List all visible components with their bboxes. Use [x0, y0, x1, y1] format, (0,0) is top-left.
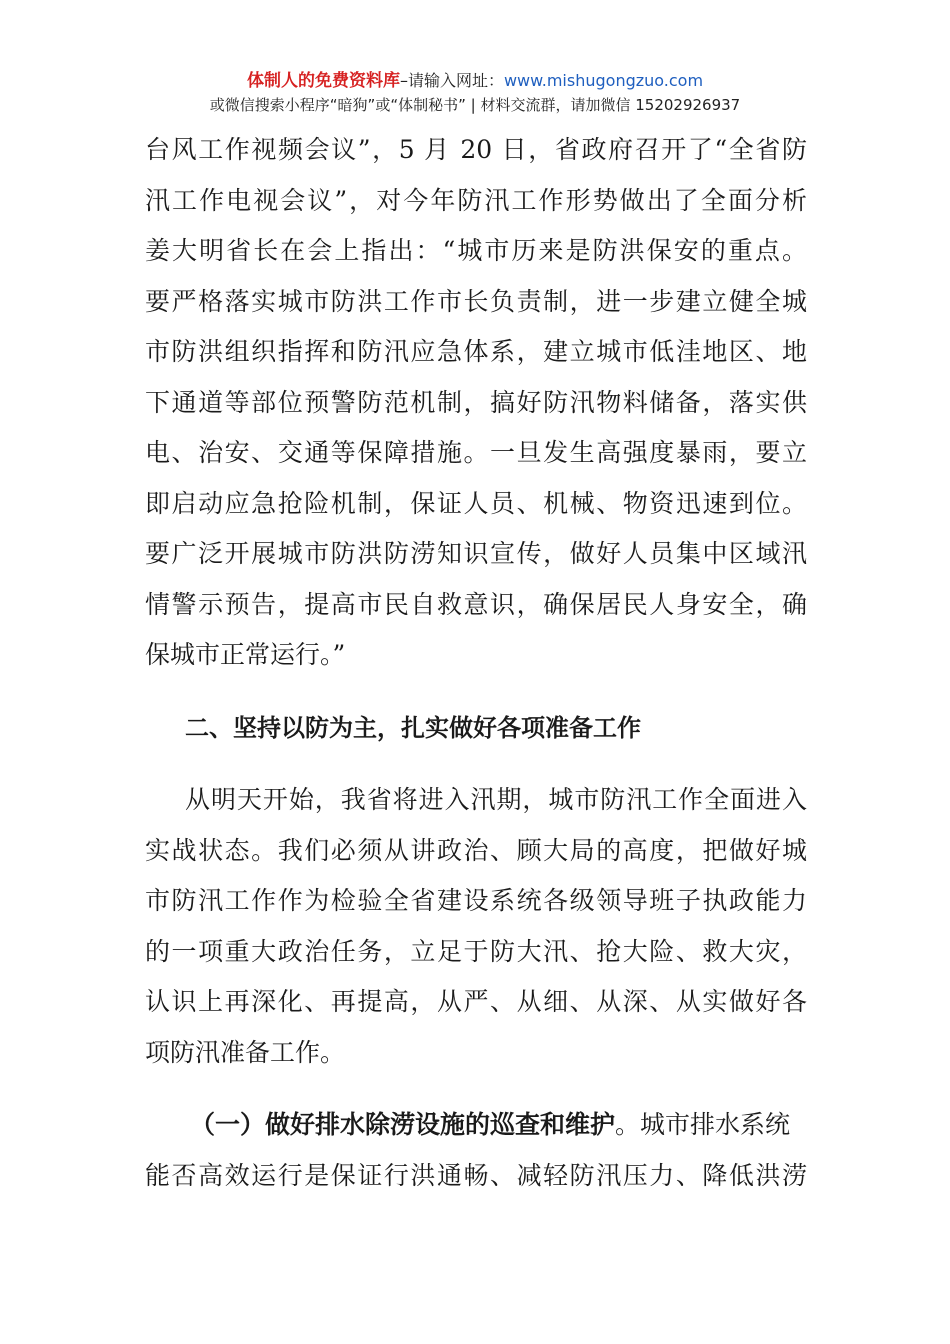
paragraph-line: 要严格落实城市防洪工作市长负责制，进一步建立健全城 [145, 286, 807, 316]
paragraph-line: 汛工作电视会议”，对今年防汛工作形势做出了全面分析 [145, 185, 807, 215]
paragraph-line: 电、治安、交通等保障措施。一旦发生高强度暴雨，要立 [145, 438, 807, 467]
paragraph-line: 认识上再深化、再提高，从严、从细、从深、从实做好各 [145, 987, 807, 1016]
paragraph-line: 实战状态。我们必须从讲政治、顾大局的高度，把做好城 [145, 835, 807, 865]
header-line-1 [0, 68, 950, 94]
subsection-heading: （一）做好排水除涝设施的巡查和维护 [190, 1110, 616, 1139]
paragraph-line: 即启动应急抢险机制，保证人员、机械、物资迅速到位。 [145, 488, 807, 518]
paragraph-line: 项防汛准备工作。 [145, 1037, 346, 1067]
paragraph-line: 下通道等部位预警防范机制，搞好防汛物料储备，落实供 [145, 387, 807, 417]
subsection-text: 。城市排水系统 [615, 1110, 791, 1139]
paragraph-line: 市防洪组织指挥和防汛应急体系，建立城市低洼地区、地 [145, 337, 807, 366]
paragraph-line: 姜大明省长在会上指出：“城市历来是防洪保安的重点。 [145, 236, 807, 265]
paragraph-line: 保城市正常运行。” [145, 640, 346, 669]
paragraph-line: 的一项重大政治任务，立足于防大汛、抢大险、救大灾， [145, 936, 807, 966]
paragraph-line: 台风工作视频会议”，5 月 20 日，省政府召开了“全省防 [145, 135, 807, 164]
header-brand: 体制人的免费资料库 [246, 71, 400, 91]
paragraph-line: 要广泛开展城市防洪防涝知识宣传，做好人员集中区域汛 [145, 539, 807, 568]
paragraph-line: 从明天开始，我省将进入汛期，城市防汛工作全面进入 [185, 785, 807, 814]
header-line-2: 或微信搜索小程序“暗狗”或“体制秘书” | 材料交流群，请加微信 15202926937 [209, 96, 741, 114]
header-prompt: –请输入网址： [399, 71, 504, 90]
paragraph-line: 情警示预告，提高市民自救意识，确保居民人身安全，确 [145, 589, 807, 619]
header-url-link[interactable]: www.mishugongzuo.com [503, 71, 704, 90]
paragraph-line: 能否高效运行是保证行洪通畅、减轻防汛压力、降低洪涝 [145, 1160, 807, 1190]
section-heading: 二、坚持以防为主，扎实做好各项准备工作 [185, 713, 641, 742]
document-body [145, 125, 807, 1201]
page-header [0, 68, 950, 116]
subsection-line [145, 1100, 807, 1151]
paragraph-line: 市防汛工作作为检验全省建设系统各级领导班子执政能力 [145, 886, 807, 915]
